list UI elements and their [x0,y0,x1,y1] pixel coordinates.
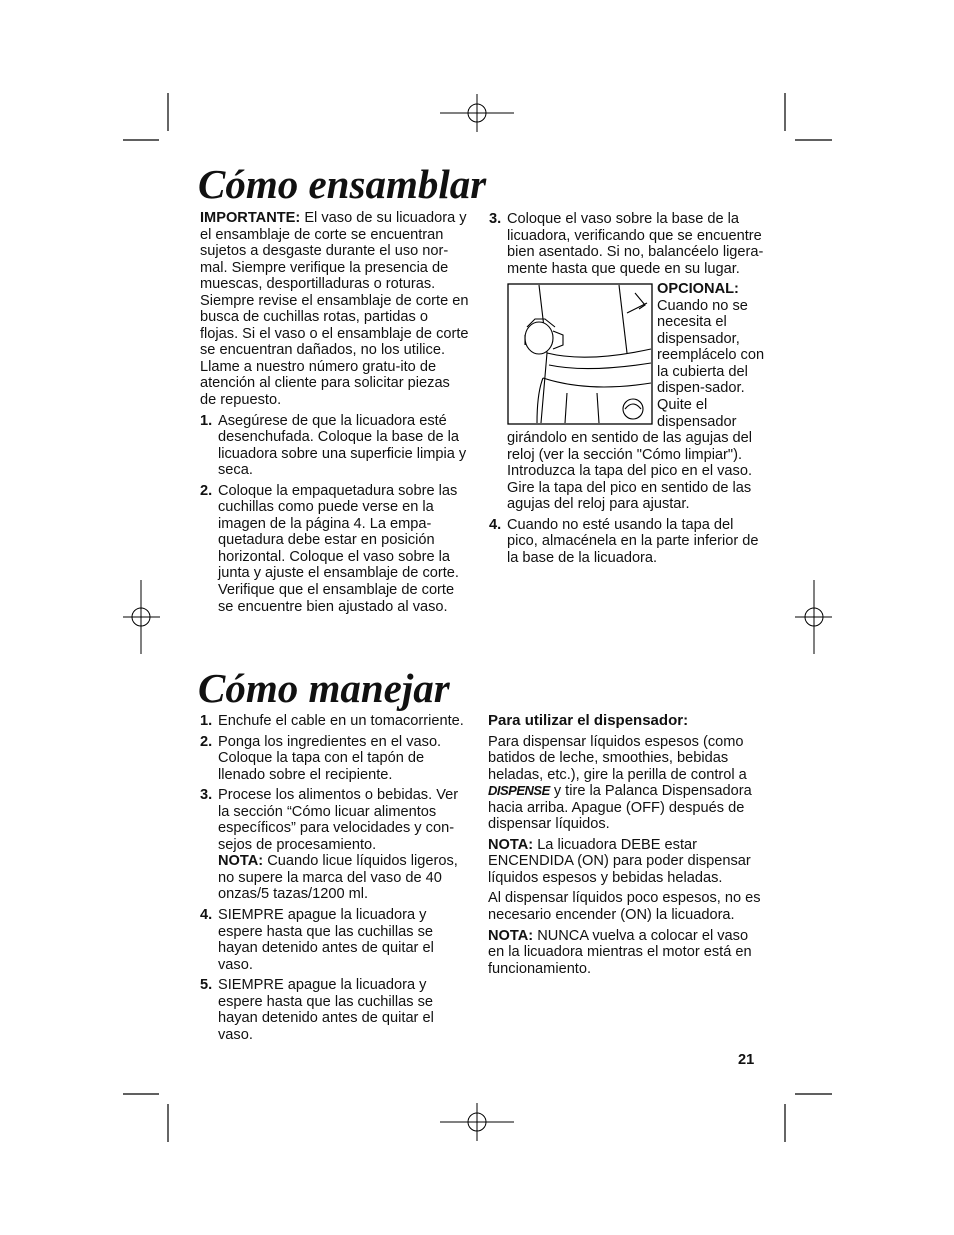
step-number: 2. [200,482,213,499]
important-label: IMPORTANTE: [200,210,301,226]
assemble-right-column [489,211,767,570]
operate-step-5 [200,977,470,1043]
step-text: SIEMPRE apague la licuadora y espere hasta que las cuchillas se hayan detenido antes de quitar el vaso. [218,977,434,1043]
dispense-setting-word: DISPENSE [488,783,550,799]
step-text: SIEMPRE apague la licuadora y espere hasta que las cuchillas se hayan detenido antes de quitar el vaso. [218,907,434,973]
dispenser-note-2 [488,928,764,978]
step-number: 1. [200,412,213,429]
assemble-step-1 [200,413,470,479]
step-number: 4. [200,907,213,924]
section-title-assemble: Cómo ensamblar [198,161,487,207]
important-paragraph [200,210,470,409]
optional-text: Cuando no se necesita el dispensador, reemplácelo con la cubierta del dispen-sador. Quite el dispensador girándolo en sentido de las agujas del reloj (ver la sección "Cómo limpiar"). Introduzca la tapa del pico en el vaso. Gire la tapa del pico en sentido de las agujas del reloj para ajustar. [507,297,765,513]
step-text: Procese los alimentos o bebidas. Ver la sección “Cómo licuar alimentos específicos” para velocidades y con-sejos de procesamiento. [218,787,459,853]
dispenser-note-1 [488,837,764,887]
step-number: 3. [200,787,213,804]
important-text: El vaso de su licuadora y el ensamblaje de corte se encuentran sujetos a desgaste durante el uso nor-mal. Siempre verifique la presencia de muescas, desportilladuras o roturas. Siempre revise el ensamblaje de corte en busca de cuchillas rotas, partidas o flojas. Si el vaso o el ensamblaje de corte se encuentran dañados, no los utilice. Llame a nuestro número gratu-ito de atención al cliente para solicitar piezas de repuesto. [200,210,469,409]
note-text: La licuadora DEBE estar ENCENDIDA (ON) para poder dispensar líquidos espesos y bebidas heladas. [488,836,751,886]
operate-left-column [200,713,470,1047]
step-text: Enchufe el cable en un tomacorriente. [218,713,464,729]
assemble-step-3 [489,211,767,277]
operate-step-3 [200,787,470,903]
assemble-step-4 [489,517,767,567]
page-number: 21 [738,1052,755,1068]
optional-label: OPCIONAL: [657,281,739,298]
step-number: 3. [489,211,502,227]
note-label: NOTA: [218,853,264,870]
dispenser-text-b: y tire la Palanca Dispensadora hacia arriba. Apague (OFF) después de dispensar líquidos. [488,783,752,833]
note-text: Cuando licue líquidos ligeros, no supere la marca del vaso de 40 onzas/5 tazas/1200 ml. [218,853,458,903]
dispenser-heading: Para utilizar el dispensador: [488,712,689,729]
section-title-operate: Cómo manejar [198,665,450,711]
step-number: 4. [489,516,502,533]
operate-step-4 [200,907,470,973]
step-body [218,787,470,903]
note-label: NOTA: [488,836,534,853]
step-text: Cuando no esté usando la tapa del pico, almacénela en la parte inferior de la base de la licuadora. [507,516,759,566]
operate-step-1 [200,713,470,730]
step-number: 5. [200,977,213,994]
step-text: Coloque la empaquetadura sobre las cuchillas como puede verse en la imagen de la página 4. La empa-quetadura debe estar en posición horizontal. Coloque el vaso sobre la junta y ajuste el ensamblaje de corte. Verifique que el ensamblaje de corte se encuentre bien ajustado al vaso. [218,482,459,615]
note-text: NUNCA vuelva a colocar el vaso en la licuadora mientras el motor está en funcionamiento. [488,927,752,977]
step-text: Coloque el vaso sobre la base de la licuadora, verificando que se encuentre bien asentado. Si no, balancéelo ligera-mente hasta que quede en su lugar. [507,211,764,277]
step-text: Ponga los ingredientes en el vaso. Coloque la tapa con el tapón de llenado sobre el recipiente. [218,733,442,783]
optional-block [489,281,767,513]
step-number: 1. [200,713,213,729]
dispenser-paragraph [488,734,764,833]
assemble-left-column [200,210,470,619]
step-number: 2. [200,733,213,750]
note-label: NOTA: [488,927,534,944]
operate-step-2 [200,734,470,784]
dispenser-text-a: Para dispensar líquidos espesos (como batidos de leche, smoothies, bebidas heladas, etc.), gire la perilla de control a [488,733,747,783]
operate-right-column [488,713,764,981]
dispenser-paragraph-2: Al dispensar líquidos poco espesos, no es necesario encender (ON) la licuadora. [488,890,761,924]
assemble-step-2 [200,483,470,615]
step-text: Asegúrese de que la licuadora esté desenchufada. Coloque la base de la licuadora sobre una superficie limpia y seca. [218,412,467,479]
dispenser-illustration [507,283,653,425]
